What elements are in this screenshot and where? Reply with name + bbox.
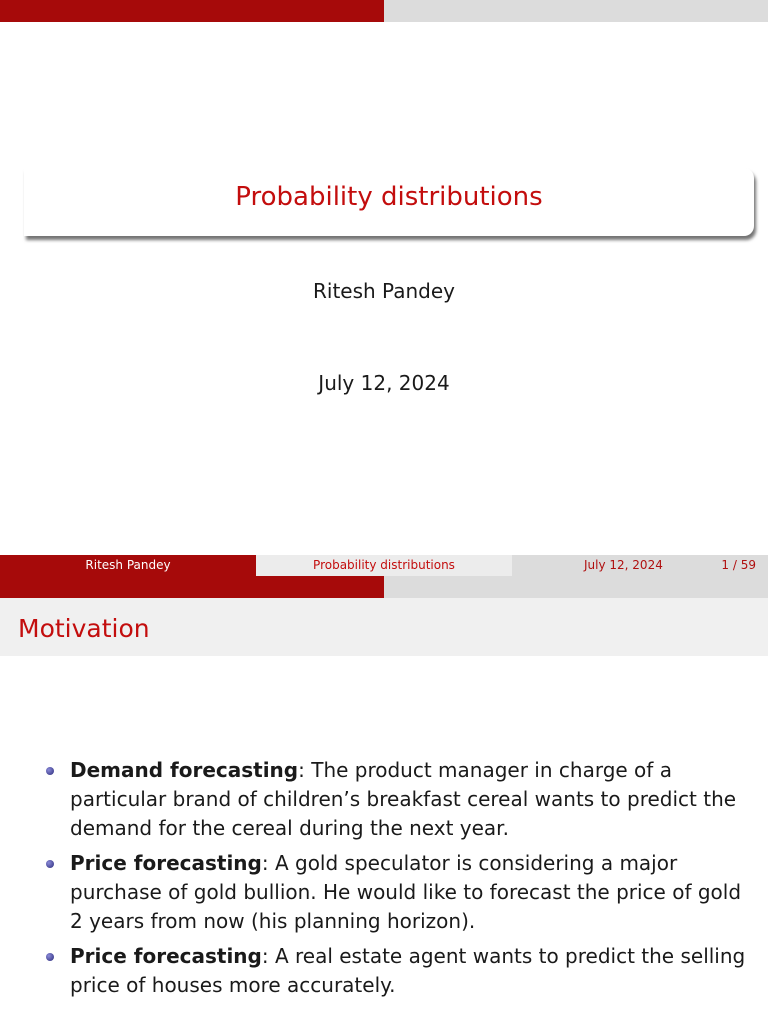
- bullet-list: [46, 756, 758, 1006]
- bullet-term: Price forecasting: [70, 851, 262, 875]
- progress-bar: [0, 0, 768, 22]
- presentation-title: Probability distributions: [235, 182, 543, 212]
- progress-bar-fill: [0, 576, 384, 598]
- list-item: [46, 849, 758, 936]
- bullet-text: : The product manager in charge of a particular brand of children’s breakfast cereal wants to predict the demand for the cereal during the next year.: [70, 758, 737, 840]
- footer-page-number: 1 / 59: [721, 558, 756, 572]
- bullet-icon: [46, 767, 54, 775]
- frame-header: [0, 598, 768, 656]
- bullet-term: Demand forecasting: [70, 758, 299, 782]
- progress-bar-fill: [0, 0, 384, 22]
- bullet-term: Price forecasting: [70, 944, 262, 968]
- bullet-icon: [46, 953, 54, 961]
- footer-author: Ritesh Pandey: [0, 555, 256, 576]
- bullet-icon: [46, 860, 54, 868]
- footer-date-page: [512, 555, 768, 576]
- motivation-slide: [0, 576, 768, 1024]
- footer-date: July 12, 2024: [584, 558, 663, 572]
- frame-title: Motivation: [18, 614, 150, 643]
- author-name: Ritesh Pandey: [313, 279, 455, 303]
- title-box: [24, 168, 754, 236]
- footer-title: Probability distributions: [256, 555, 512, 576]
- progress-bar: [0, 576, 768, 598]
- slide-footer: [0, 555, 768, 576]
- list-item: [46, 942, 758, 1000]
- list-item: [46, 756, 758, 843]
- bullet-text: : A gold speculator is considering a major purchase of gold bullion. He would like to forecast the price of gold 2 years from now (his planning horizon).: [70, 851, 742, 933]
- presentation-date: July 12, 2024: [318, 371, 450, 395]
- bullet-text: : A real estate agent wants to predict the selling price of houses more accurately.: [70, 944, 746, 997]
